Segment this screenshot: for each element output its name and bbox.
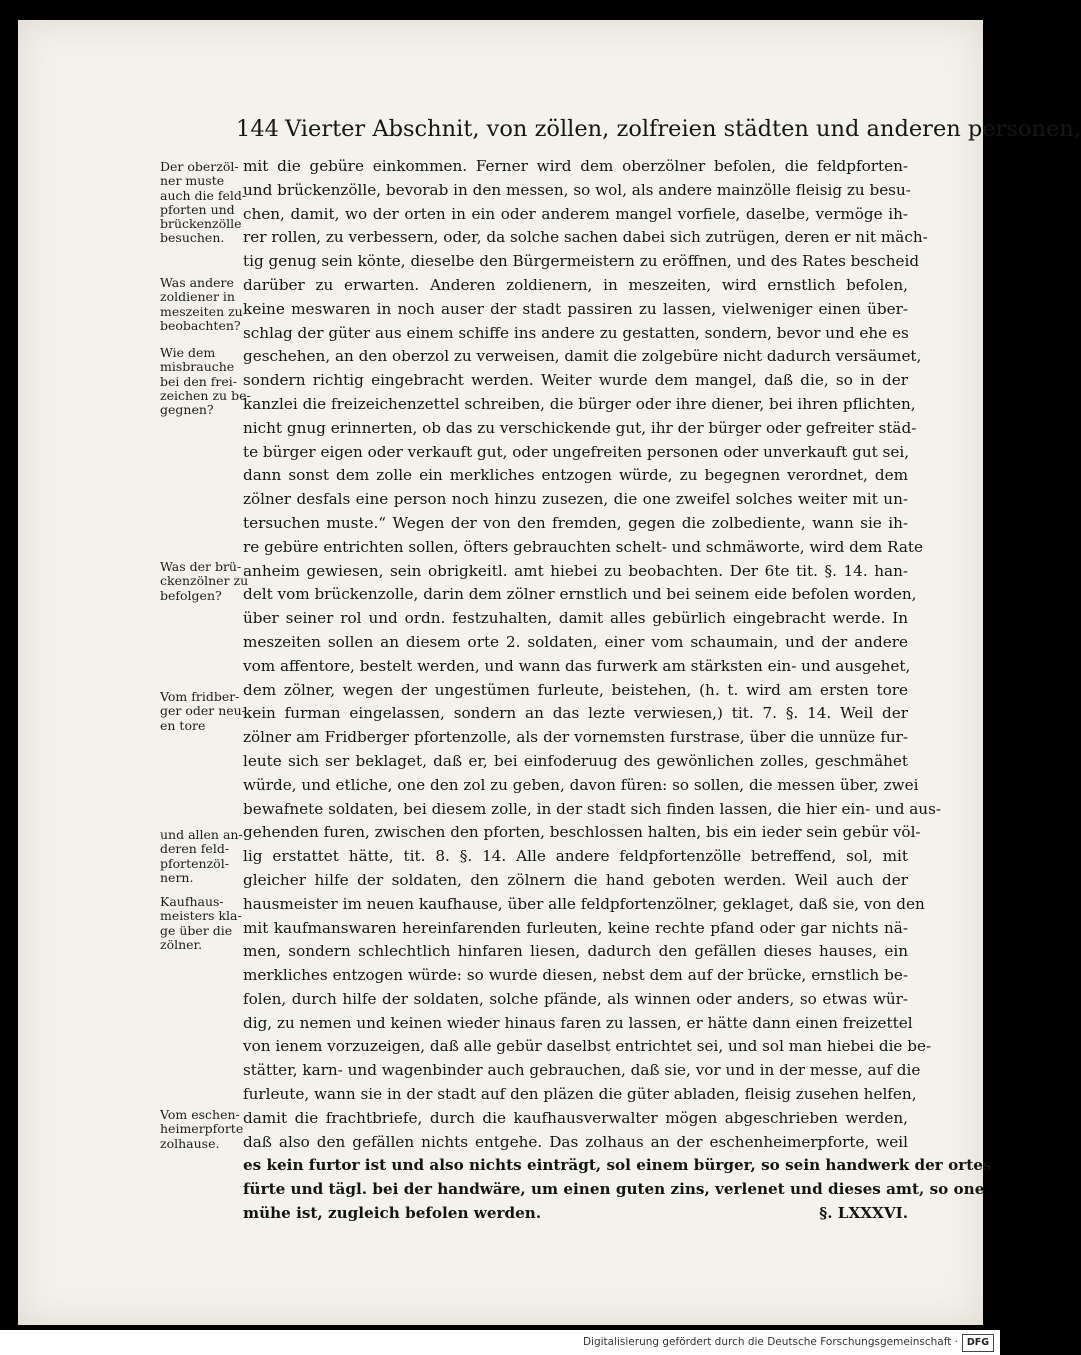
body-lines [243,155,992,1202]
text-line: sondern richtig eingebracht werden. Weiter wurde dem mangel, daß die, so in der [243,371,908,390]
text-line: bewafnete soldaten, bei diesem zolle, in der stadt sich finden lassen, die hier ein- und aus- [243,799,942,818]
margin-note-line: Was andere [160,275,234,290]
text-line: hausmeister im neuen kaufhause, über alle feldpfortenzölner, geklaget, daß sie, von den [243,894,925,913]
text-line: tig genug sein könte, dieselbe den Bürgermeistern zu eröffnen, und des Rates bescheid [243,252,920,271]
margin-note-line: ge über die [160,922,233,938]
text-line: anheim gewiesen, sein obrigkeitl. amt hiebei zu beobachten. Der 6te tit. §. 14. han- [243,561,908,580]
margin-note [160,895,246,952]
text-line: kanzlei die freizeichenzettel schreiben, die bürger oder ihre diener, bei ihren pflichten, [243,394,916,413]
margin-note-line: deren feld- [160,841,230,857]
margin-note [160,1108,246,1151]
margin-note-line: Vom eschen- [160,1107,240,1122]
margin-note-line: Was der brü- [160,559,242,574]
margin-note-line: und allen an- [160,827,243,842]
margin-note [160,828,246,885]
margin-note-line: Vom fridber- [160,689,240,704]
text-line: tersuchen muste.“ Wegen der von den fremden, gegen die zolbediente, wann sie ih- [243,513,908,532]
margin-note-line: besuchen. [160,230,225,246]
text-line: es kein furtor ist und also nichts einträgt, sol einem bürger, so sein handwerk der ortes [243,1156,992,1175]
margin-note-line: heimerpforte [160,1121,244,1137]
text-line: merkliches entzogen würde: so wurde diesen, nebst dem auf der brücke, ernstlich be- [243,966,908,985]
text-line: kein furman eingelassen, sondern an das lezte verwiesen,) tit. 7. §. 14. Weil der [243,704,908,723]
margin-note-line: zoldiener in [160,289,235,305]
margin-note-line: meszeiten zu [160,303,243,319]
text-line: dem zölner, wegen der ungestümen furleute, beistehen, (h. t. wird am ersten tore [243,680,908,699]
page-header [236,112,1081,146]
final-line-row [243,1202,908,1226]
dfg-logo: DFG [962,1334,994,1352]
margin-note-line: Kaufhaus- [160,894,224,909]
margin-note-line: ckenzölner zu [160,573,249,589]
margin-note [160,276,246,333]
text-line: vom affentore, bestelt werden, und wann das furwerk am stärksten ein- und ausgehet, [243,656,911,675]
margin-note-line: auch die feld- [160,187,247,203]
funding-credit: Digitalisierung gefördert durch die Deutsche Forschungsgemeinschaft · [582,1336,958,1348]
margin-note-line: meisters kla- [160,908,242,924]
margin-note-line: en tore [160,717,206,733]
text-line: geschehen, an den oberzol zu verweisen, damit die zolgebüre nicht dadurch versäumet, [243,347,922,366]
margin-note-line: ger oder neu- [160,703,246,719]
text-line: te bürger eigen oder verkauft gut, oder ungefreiten personen oder unverkauft gut sei, [243,442,910,461]
text-line: re gebüre entrichten sollen, öfters gebrauchten schelt- und schmäworte, wird dem Rate [243,537,923,556]
text-line: dig, zu nemen und keinen wieder hinaus faren zu lassen, er hätte dann einen freizettel [243,1013,913,1032]
margin-note-line: gegnen? [160,402,214,418]
body-text [243,155,992,1226]
text-line: rer rollen, zu verbessern, oder, da solche sachen dabei sich zutrügen, deren er nit mäch- [243,228,928,247]
text-line: gleicher hilfe der soldaten, den zölnern die hand geboten werden. Weil auch der [243,870,908,889]
margin-note-line: nern. [160,869,194,885]
margin-note-line: ner muste [160,173,225,189]
margin-note-line: zeichen zu be- [160,387,251,403]
margin-note-line: zölner. [160,936,203,952]
text-line: mit kaufmanswaren hereinfarenden furleuten, keine rechte pfand oder gar nichts nä- [243,918,908,937]
text-line: von ienem vorzuzeigen, daß alle gebür daselbst entrichtet sei, und sol man hiebei die be- [243,1037,932,1056]
text-line: zölner desfals eine person noch hinzu zusezen, die one zweifel solches weiter mit un- [243,490,908,509]
margin-note [160,690,246,733]
text-line: würde, und etliche, one den zol zu geben, davon füren: so sollen, die messen über, zwei [243,775,919,794]
text-line: folen, durch hilfe der soldaten, solche pfände, als winnen oder anders, so etwas wür- [243,989,908,1008]
text-line: meszeiten sollen an diesem orte 2. soldaten, einer vom schaumain, und der andere [243,632,908,651]
text-line: stätter, karn- und wagenbinder auch gebrauchen, daß sie, vor und in der messe, auf die [243,1061,921,1080]
text-line: zölner am Fridberger pfortenzolle, als der vornemsten furstrase, über die unnüze fur- [243,728,908,747]
margin-note-line: brückenzölle [160,216,242,232]
margin-note [160,160,246,246]
text-line: damit die frachtbriefe, durch die kaufhausverwalter mögen abgeschrieben werden, [243,1108,908,1127]
final-line: mühe ist, zugleich befolen werden. [243,1204,542,1223]
text-line: fürte und tägl. bei der handwäre, um einen guten zins, verlenet und dieses amt, so one [243,1180,985,1199]
text-line: mit die gebüre einkommen. Ferner wird dem oberzölner befolen, die feldpforten- [243,157,908,175]
text-line: schlag der güter aus einem schiffe ins andere zu gestatten, sondern, bevor und ehe es [243,323,909,342]
catchword: §. LXXXVI. [819,1204,908,1223]
text-line: daß also den gefällen nichts entgehe. Das zolhaus an der eschenheimerpforte, weil [243,1132,908,1151]
text-line: men, sondern schlechtlich hinfaren liesen, dadurch den gefällen dieses hauses, ein [243,942,908,961]
margin-note-line: Wie dem [160,345,216,360]
margin-note-line: Der oberzöl- [160,159,239,174]
margin-note-line: misbrauche [160,359,235,375]
text-line: über seiner rol und ordn. festzuhalten, damit alles gebürlich eingebracht werde. In [243,609,908,628]
text-line: nicht gnug erinnerten, ob das zu verschickende gut, ihr der bürger oder gefreiter städ- [243,418,917,437]
text-line: gehenden furen, zwischen den pforten, beschlossen halten, bis ein ieder sein gebür völ- [243,823,921,842]
running-title: Vierter Abschnit, von zöllen, zolfreien städten und anderen personen, [284,116,1081,142]
text-line: keine meswaren in noch auser der stadt passiren zu lassen, vielweniger einen über- [243,299,908,318]
text-line: chen, damit, wo der orten in ein oder anderem mangel vorfiele, daselbe, vermöge ih- [243,204,908,223]
text-line: furleute, wann sie in der stadt auf den pläzen die güter abladen, fleisig zusehen helfen, [243,1085,917,1104]
margin-note-line: pfortenzöl- [160,855,229,871]
margin-note-line: bei den frei- [160,373,238,389]
margin-note [160,559,249,603]
text-line: und brückenzölle, bevorab in den messen, so wol, als andere mainzölle fleisig zu besu- [243,180,911,199]
margin-note [160,345,251,418]
page-number: 144 [236,116,279,142]
footer-bar [0,1330,1000,1355]
text-line: lig erstattet hätte, tit. 8. §. 14. Alle andere feldpfortenzölle betreffend, sol, mit [243,847,908,866]
text-line: leute sich ser beklaget, daß er, bei einfoderuug des gewönlichen zolles, geschmähet [243,751,908,770]
margin-note-line: befolgen? [160,587,222,603]
margin-note-line: beobachten? [160,317,241,333]
text-line: dann sonst dem zolle ein merkliches entzogen würde, zu begegnen verordnet, dem [243,466,908,485]
text-line: darüber zu erwarten. Anderen zoldienern, in meszeiten, wird ernstlich befolen, [243,275,908,294]
text-line: delt vom brückenzolle, darin dem zölner ernstlich und bei seinem eide befolen worden, [243,585,917,604]
margin-note-line: zolhause. [160,1135,220,1151]
margin-note-line: pforten und [160,201,235,217]
